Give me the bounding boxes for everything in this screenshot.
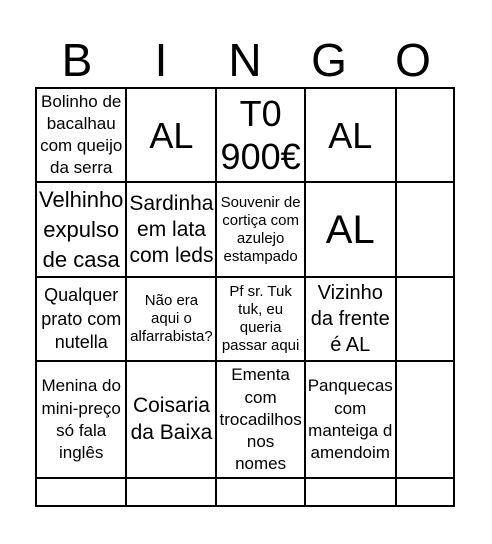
header-letter-n: N <box>228 34 262 86</box>
cell-text: Pf sr. Tuk tuk, eu queria passar aqui <box>221 283 300 355</box>
cell-text: Coisaria da Baixa <box>130 394 213 444</box>
bingo-cell-r4-c2[interactable] <box>126 361 216 477</box>
bingo-header <box>35 34 455 86</box>
bingo-cell-r3-c3[interactable] <box>216 277 304 361</box>
bingo-cell-r2-c2[interactable] <box>126 182 216 277</box>
bingo-cell-r1-c2[interactable] <box>126 88 216 182</box>
bingo-cell-r5-c5[interactable] <box>396 478 454 506</box>
bingo-cell-r3-c4[interactable] <box>305 277 396 361</box>
bingo-cell-r3-c2[interactable] <box>126 277 216 361</box>
cell-text: Vizinho da frente é AL <box>310 282 390 357</box>
bingo-board <box>35 87 455 507</box>
header-letter-o: O <box>395 34 431 86</box>
cell-text: Ementa com trocadilhos nos nomes <box>219 365 302 473</box>
cell-text: Não era aqui o alfarrabista? <box>130 292 213 346</box>
bingo-cell-r1-c5[interactable] <box>396 88 454 182</box>
bingo-cell-r3-c1[interactable] <box>36 277 126 361</box>
bingo-cell-r2-c4[interactable] <box>305 182 396 277</box>
bingo-cell-r2-c1[interactable] <box>36 182 126 277</box>
bingo-cell-r5-c4[interactable] <box>305 478 396 506</box>
cell-text: Panquecas com manteiga d amendoim <box>307 376 393 462</box>
cell-text: T0 900€ <box>220 93 301 178</box>
cell-text: AL <box>328 114 373 156</box>
bingo-cell-r2-c3[interactable] <box>216 182 304 277</box>
bingo-cell-r4-c3[interactable] <box>216 361 304 477</box>
bingo-cell-r1-c4[interactable] <box>305 88 396 182</box>
cell-text: Menina do mini-preço só fala inglês <box>41 376 121 462</box>
bingo-cell-r5-c3[interactable] <box>216 478 304 506</box>
header-letter-i: I <box>154 34 168 86</box>
bingo-cell-r4-c5[interactable] <box>396 361 454 477</box>
bingo-cell-r4-c1[interactable] <box>36 361 126 477</box>
bingo-cell-r3-c5[interactable] <box>396 277 454 361</box>
cell-text: AL <box>325 207 375 252</box>
cell-text: Souvenir de cortiça com azulejo estampado <box>220 193 301 265</box>
bingo-cell-r4-c4[interactable] <box>305 361 396 477</box>
cell-text: Bolinho de bacalhau com queijo da serra <box>40 92 123 178</box>
bingo-cell-r1-c3[interactable] <box>216 88 304 182</box>
cell-text: Sardinha em lata com leds <box>129 191 214 268</box>
cell-text: AL <box>149 114 194 156</box>
bingo-cell-r5-c1[interactable] <box>36 478 126 506</box>
header-letter-g: G <box>311 34 347 86</box>
bingo-cell-r5-c2[interactable] <box>126 478 216 506</box>
header-letter-b: B <box>61 34 93 86</box>
bingo-cell-r1-c1[interactable] <box>36 88 126 182</box>
cell-text: Qualquer prato com nutella <box>41 285 122 353</box>
cell-text: Velhinho expulso de casa <box>39 187 124 272</box>
bingo-cell-r2-c5[interactable] <box>396 182 454 277</box>
